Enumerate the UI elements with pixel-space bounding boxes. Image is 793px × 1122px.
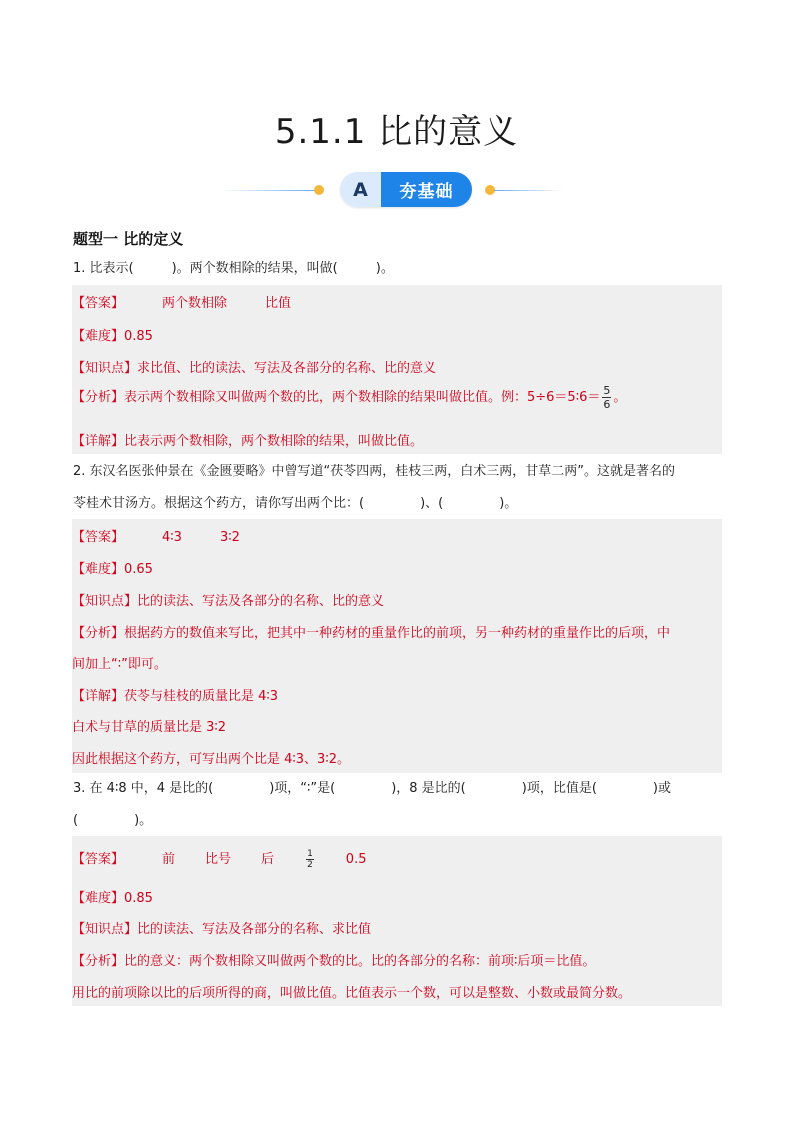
answer-row: [72, 292, 291, 311]
q3-text-part: 3. 在 4∶8 中，4 是比的(: [73, 781, 214, 796]
q3-text-part: )项，“∶”是(: [269, 781, 336, 796]
analysis-row: [72, 384, 626, 411]
answer-value: 4∶3: [162, 530, 182, 545]
q3-text-part: )。: [134, 813, 153, 828]
answer-value: 两个数相除: [162, 296, 228, 311]
answer-value: 比值: [265, 296, 292, 311]
answer-key: 【答案】: [72, 852, 125, 867]
section-banner: [0, 172, 793, 208]
answer-row: [72, 848, 366, 870]
question-2: [73, 456, 723, 520]
fraction-numerator: 5: [603, 384, 611, 397]
q2-text-part: )。: [499, 496, 518, 511]
knowledge-row: 【知识点】求比值、比的读法、写法及各部分的名称、比的意义: [72, 361, 437, 376]
question-3: [73, 773, 723, 837]
q3-text: [73, 805, 723, 837]
answer-value: 0.5: [345, 852, 367, 867]
q3-text-part: (: [73, 813, 79, 828]
q3-text: [73, 773, 723, 805]
banner-left-line: [222, 190, 314, 191]
answer-value: 后: [261, 852, 275, 867]
level-badge: [340, 172, 472, 207]
fraction-numerator: 1: [307, 849, 313, 859]
q2-text-part: 苓桂术甘汤方。根据这个药方，请你写出两个比：(: [73, 496, 365, 511]
q3-text-part: )或: [652, 781, 671, 796]
q1-text: )。两个数相除的结果，叫做(: [171, 261, 338, 276]
difficulty-row: 【难度】0.85: [72, 329, 153, 344]
q2-text: [73, 488, 723, 520]
difficulty-row: 【难度】0.65: [72, 562, 153, 577]
answer-box-1: [72, 285, 722, 454]
q3-text-part: )项，比值是(: [521, 781, 597, 796]
q1-text: 1. 比表示(: [73, 261, 134, 276]
detail-row: 【详解】茯苓与桂枝的质量比是 4∶3: [72, 689, 279, 704]
question-1: [73, 253, 723, 285]
q2-text: 2. 东汉名医张仲景在《金匮要略》中曾写道“茯苓四两，桂枝三两，白术三两，甘草二两”。这就是著名的: [73, 464, 676, 479]
knowledge-row: 【知识点】比的读法、写法及各部分的名称、比的意义: [72, 594, 385, 609]
answer-box-2: [72, 519, 722, 773]
answer-box-3: [72, 836, 722, 1006]
fraction: [602, 384, 611, 411]
fraction-denominator: 6: [603, 398, 611, 411]
level-label: 夯基础: [381, 172, 472, 207]
answer-row: [72, 526, 240, 545]
analysis-row: 【分析】根据药方的数值来写比，把其中一种药材的重量作比的前项，另一种药材的重量作比的后项，中: [72, 626, 671, 641]
banner-right-line: [494, 190, 564, 191]
knowledge-row: 【知识点】比的读法、写法及各部分的名称、求比值: [72, 922, 372, 937]
answer-value: 前: [162, 852, 176, 867]
answer-key: 【答案】: [72, 296, 125, 311]
answer-value: 3∶2: [219, 530, 240, 545]
banner-left-dot: [314, 185, 324, 195]
detail-row: 因此根据这个药方，可写出两个比是 4∶3、3∶2。: [72, 752, 350, 767]
level-letter: A: [340, 172, 381, 207]
q2-text-part: )、(: [420, 496, 444, 511]
difficulty-row: 【难度】0.85: [72, 891, 153, 906]
analysis-text: 【分析】表示两个数相除又叫做两个数的比，两个数相除的结果叫做比值。例：5÷6＝5∶6＝: [72, 390, 601, 405]
analysis-text: 。: [613, 390, 627, 405]
fraction-denominator: 2: [307, 860, 313, 870]
section-title: 题型一 比的定义: [73, 230, 184, 248]
q3-text-part: )，8 是比的(: [391, 781, 466, 796]
page-title: 5.1.1 比的意义: [274, 112, 519, 152]
analysis-row: 间加上“∶”即可。: [72, 657, 167, 672]
detail-row: 【详解】比表示两个数相除，两个数相除的结果，叫做比值。: [72, 434, 424, 449]
answer-value: 比号: [205, 852, 232, 867]
q1-text: )。: [375, 261, 394, 276]
analysis-row: 【分析】比的意义：两个数相除又叫做两个数的比。比的各部分的名称：前项∶后项＝比值。: [72, 954, 596, 969]
answer-key: 【答案】: [72, 530, 125, 545]
detail-row: 白术与甘草的质量比是 3∶2: [72, 720, 227, 735]
answer-fraction: [306, 849, 314, 870]
analysis-row: 用比的前项除以比的后项所得的商，叫做比值。比值表示一个数，可以是整数、小数或最简分数。: [72, 986, 632, 1001]
